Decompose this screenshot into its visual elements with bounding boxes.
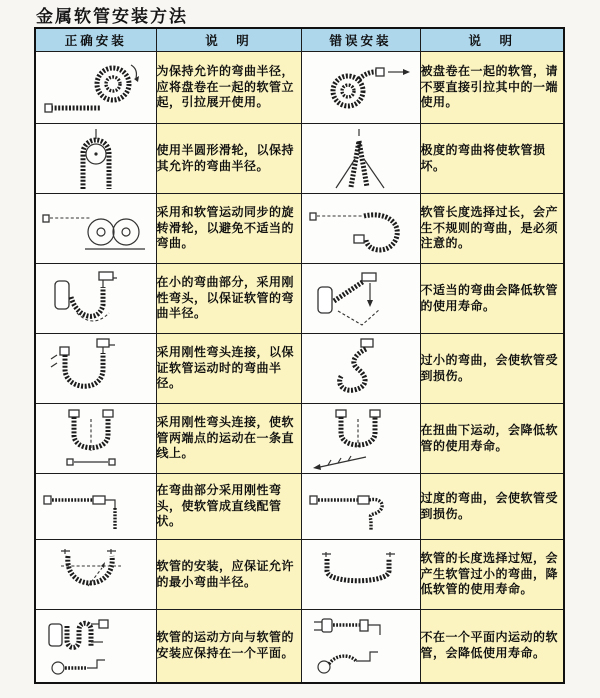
u-loop-straight-motion-icon [41,407,151,471]
wrong-description-row1: 被盘卷在一起的软管，请不要直接引拉其中的一端使用。 [420,52,564,124]
hose-pulley-icon [41,127,151,191]
straight-run-elbow-icon [41,477,151,537]
correct-illustration-row8 [35,540,156,610]
correct-illustration-row2 [35,124,156,194]
hose-too-long-icon [306,199,416,259]
correct-description-row8: 软管的安装，应保证允许的最小弯曲半径。 [156,540,301,610]
correct-illustration-row9 [35,610,156,683]
wrong-description-row5: 过小的弯曲，会使软管受到损伤。 [420,334,564,404]
table-row [35,404,564,474]
wrong-illustration-row4 [301,264,420,334]
hose-coil-pulled-icon [306,57,416,119]
table-row [35,194,564,264]
wrong-illustration-row8 [301,540,420,610]
wrong-illustration-row6 [301,404,420,474]
column-header-wrong-installation: 错误安装 [301,28,420,52]
table-row [35,264,564,334]
wrong-description-row7: 过度的弯曲，会使软管受到损伤。 [420,474,564,540]
column-header-description-2: 说 明 [420,28,564,52]
installation-method-table [34,27,565,684]
correct-description-row5: 采用刚性弯头连接，以保证软管运动时的弯曲半径。 [156,334,301,404]
correct-description-row3: 采用和软管运动同步的旋转滑轮，以避免不适当的弯曲。 [156,194,301,264]
wrong-description-row4: 不适当的弯曲会降低软管的使用寿命。 [420,264,564,334]
correct-description-row2: 使用半圆形滑轮，以保持其允许的弯曲半径。 [156,124,301,194]
wrong-illustration-row3 [301,194,420,264]
table-row [35,124,564,194]
table-row [35,610,564,683]
correct-illustration-row3 [35,194,156,264]
header-row [35,28,564,52]
correct-illustration-row4 [35,264,156,334]
table-row [35,540,564,610]
improper-bend-icon [306,267,416,331]
correct-illustration-row1 [35,52,156,124]
correct-description-row1: 为保持允许的弯曲半径，应将盘卷在一起的软管立起，引拉展开使用。 [156,52,301,124]
table-row [35,334,564,404]
wrong-illustration-row2 [301,124,420,194]
u-loop-twisted-icon [306,407,416,471]
u-loop-min-radius-icon [41,544,151,606]
column-header-description-1: 说 明 [156,28,301,52]
wrong-illustration-row9 [301,610,420,683]
correct-description-row4: 在小的弯曲部分，采用刚性弯头，以保证软管的弯曲半径。 [156,264,301,334]
bend-too-small-icon [306,337,416,401]
over-bent-end-icon [306,477,416,537]
correct-description-row7: 在弯曲部分采用刚性弯头，使软管成直线配管状。 [156,474,301,540]
correct-illustration-row6 [35,404,156,474]
correct-illustration-row5 [35,334,156,404]
table-row [35,474,564,540]
wrong-illustration-row5 [301,334,420,404]
wrong-illustration-row7 [301,474,420,540]
hose-too-short-icon [306,544,416,606]
rigid-elbow-small-bend-icon [41,267,151,331]
wrong-description-row3: 软管长度选择过长，会产生不规则的弯曲，是必须注意的。 [420,194,564,264]
correct-description-row9: 软管的运动方向与软管的安装应保持在一个平面。 [156,610,301,683]
table-row [35,52,564,124]
wrong-description-row6: 在扭曲下运动，会降低软管的使用寿命。 [420,404,564,474]
hose-sharp-bend-icon [306,127,416,191]
wrong-illustration-row1 [301,52,420,124]
motion-one-plane-icon [41,612,151,680]
hose-coil-upright-icon [41,57,151,119]
page-title: 金属软管安装方法 [36,7,188,27]
wrong-description-row2: 极度的弯曲将使软管损坏。 [420,124,564,194]
correct-description-row6: 采用刚性弯头连接，使软管两端点的运动在一条直线上。 [156,404,301,474]
column-header-correct-installation: 正确安装 [35,28,156,52]
motion-out-of-plane-icon [306,612,416,680]
wrong-description-row9: 不在一个平面内运动的软管，会降低使用寿命。 [420,610,564,683]
correct-illustration-row7 [35,474,156,540]
wrong-description-row8: 软管的长度选择过短，会产生软管过小的弯曲，降低软管的使用寿命。 [420,540,564,610]
rotating-pulleys-icon [41,199,151,259]
rigid-elbow-u-loop-icon [41,337,151,401]
